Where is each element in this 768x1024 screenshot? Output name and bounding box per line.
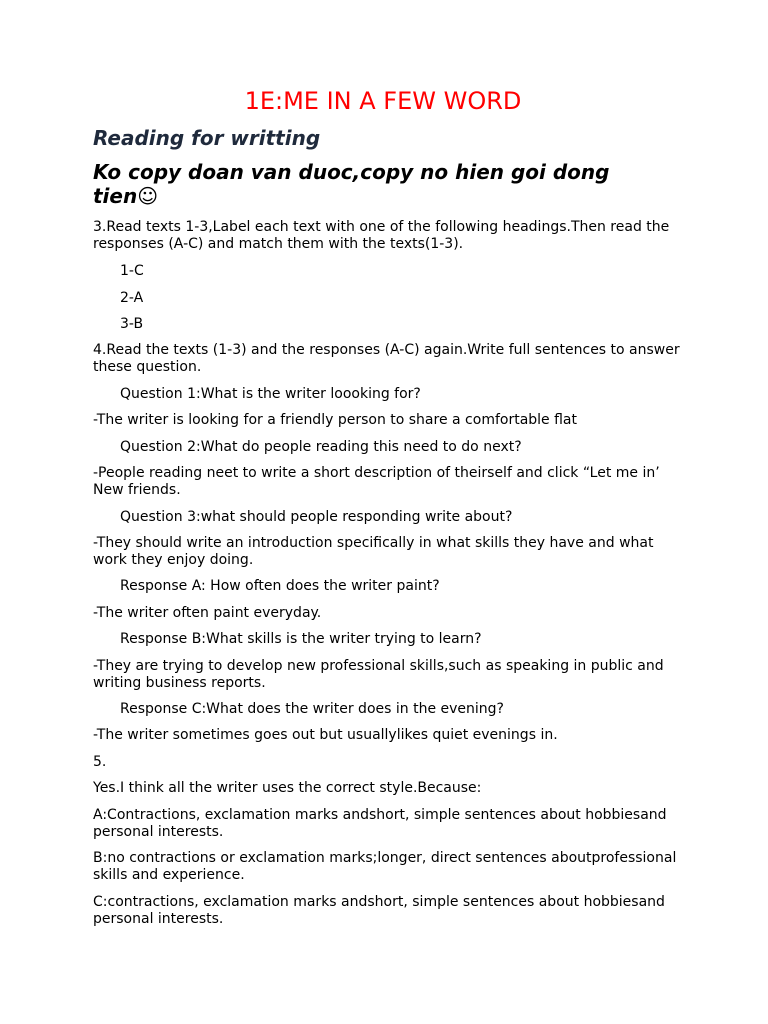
- answer-response-b: -They are trying to develop new professional skills,such as speaking in public and writing business reports.: [93, 658, 664, 691]
- answer-response-a: -The writer often paint everyday.: [93, 605, 322, 621]
- paragraph-task-3: 3.Read texts 1-3,Label each text with one of the following headings.Then read the responses (A-C) and match them with the texts(1-3).: [93, 219, 670, 252]
- section-heading: Reading for writting: [93, 126, 321, 150]
- answer-2: 2-A: [120, 290, 144, 306]
- task-5-number: 5.: [93, 754, 107, 770]
- question-1: Question 1:What is the writer loooking for?: [120, 386, 421, 402]
- note-heading: Ko copy doan van duoc,copy no hien goi dong tien☺: [93, 160, 610, 208]
- question-3: Question 3:what should people responding write about?: [120, 509, 513, 525]
- document-title: 1E:ME IN A FEW WORD: [244, 87, 522, 115]
- answer-response-c: -The writer sometimes goes out but usuallylikes quiet evenings in.: [93, 727, 558, 743]
- answer-question-3: -They should write an introduction specifically in what skills they have and what work they enjoy doing.: [93, 535, 654, 568]
- answer-1: 1-C: [120, 263, 144, 279]
- response-b: Response B:What skills is the writer trying to learn?: [120, 631, 482, 647]
- answer-question-1: -The writer is looking for a friendly person to share a comfortable flat: [93, 412, 577, 428]
- task-5-intro: Yes.I think all the writer uses the correct style.Because:: [93, 780, 482, 796]
- response-a: Response A: How often does the writer paint?: [120, 578, 440, 594]
- question-2: Question 2:What do people reading this need to do next?: [120, 439, 522, 455]
- paragraph-task-4: 4.Read the texts (1-3) and the responses (A-C) again.Write full sentences to answer these question.: [93, 342, 680, 375]
- style-b: B:no contractions or exclamation marks;longer, direct sentences aboutprofessional skills and experience.: [93, 850, 677, 883]
- response-c: Response C:What does the writer does in the evening?: [120, 701, 504, 717]
- style-a: A:Contractions, exclamation marks andshort, simple sentences about hobbiesand personal interests.: [93, 807, 667, 840]
- style-c: C:contractions, exclamation marks andshort, simple sentences about hobbiesand personal interests.: [93, 894, 665, 927]
- answer-3: 3-B: [120, 316, 144, 332]
- answer-question-2: -People reading neet to write a short description of theirself and click “Let me in’ New friends.: [93, 465, 660, 498]
